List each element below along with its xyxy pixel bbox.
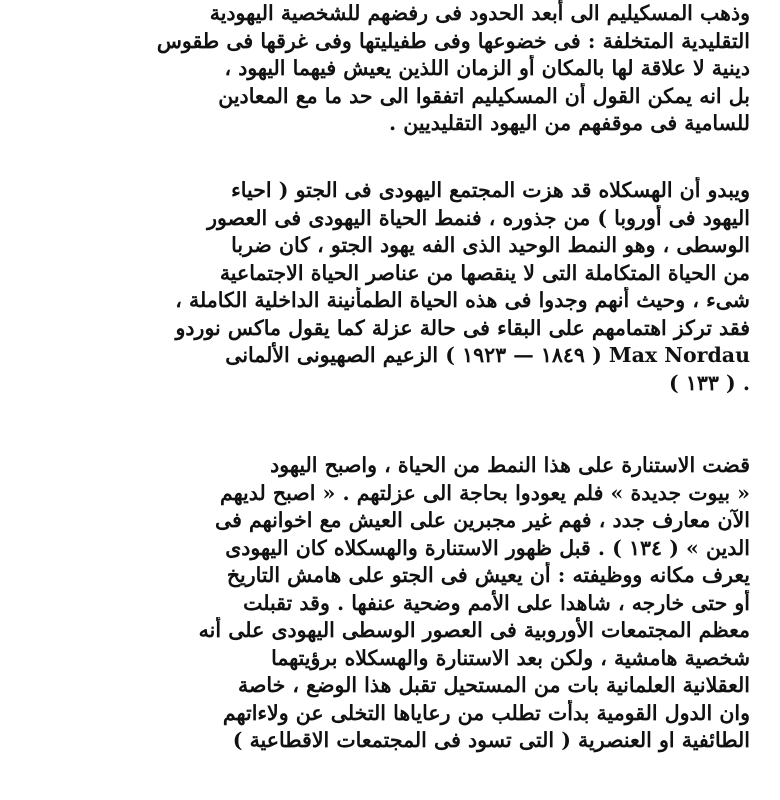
text-line: العقلانية العلمانية بات من المستحيل تقبل هذا الوضع ، خاصة bbox=[237, 673, 750, 697]
text-line: شىء ، وحيث أنهم وجدوا فى هذه الحياة الطمأنينة الداخلية الكاملة ، bbox=[175, 288, 750, 312]
text-line: دينية لا علاقة لها بالمكان أو الزمان اللذين يعيش فيهما اليهود ، bbox=[224, 56, 750, 80]
text-line: شخصية هامشية ، ولكن بعد الاستنارة والهسكلاه برؤيتهما bbox=[271, 645, 750, 670]
text-line: معظم المجتمعات الأوروبية فى العصور الوسطى اليهودى على أنه bbox=[198, 618, 750, 642]
text-line: اليهود فى أوروبا ) من جذوره ، فنمط الحياة اليهودى فى العصور bbox=[207, 205, 750, 230]
text-line: وذهب المسكيليم الى أبعد الحدود فى رفضهم للشخصية اليهودية bbox=[209, 1, 750, 25]
paragraph-maskilim bbox=[28, 0, 750, 138]
text-line: أو حتى خارجه ، شاهدا على الأمم وضحية عنفها . وقد تقبلت bbox=[243, 590, 750, 615]
text-line: ويبدو أن الهسكلاه قد هزت المجتمع اليهودى فى الجتو ( احياء bbox=[231, 178, 750, 202]
text-line: قضت الاستنارة على هذا النمط من الحياة ، واصبح اليهود bbox=[270, 453, 750, 477]
text-line: يعرف مكانه ووظيفته : أن يعيش فى الجتو على هامش التاريخ bbox=[226, 563, 750, 587]
text-line: بل انه يمكن القول أن المسكيليم اتفقوا الى حد ما مع المعادين bbox=[218, 83, 750, 108]
text-line: الوسطى ، وهو النمط الوحيد الذى الفه يهود الجتو ، كان ضربا bbox=[231, 233, 750, 257]
text-line: للسامية فى موقفهم من اليهود التقليديين . bbox=[388, 111, 750, 135]
text-line: وان الدول القومية بدأت تطلب من رعاياها التخلى عن ولاءاتهم bbox=[222, 700, 750, 725]
text-line-nordau: Max Nordau ( ١٨٤٩ — ١٩٢٣ ) الزعيم الصهيونى الألمانى bbox=[225, 343, 750, 367]
paragraph-enlightenment bbox=[28, 452, 750, 755]
text-line: « بيوت جديدة » فلم يعودوا بحاجة الى عزلتهم . « اصبح لديهم bbox=[219, 480, 750, 505]
text-line: الطائفية او العنصرية ( التى تسود فى المجتمعات الاقطاعية ) bbox=[232, 728, 750, 752]
text-line: الدين » ( ١٣٤ ) . قبل ظهور الاستنارة والهسكلاه كان اليهودى bbox=[225, 535, 750, 560]
paragraph-haskalah-ghetto bbox=[28, 177, 750, 397]
text-line: الآن معارف جدد ، فهم غير مجبرين على العيش مع اخوانهم فى bbox=[214, 508, 750, 532]
text-line: التقليدية المتخلفة : فى خضوعها وفى طفيليتها وفى غرقها فى طقوس bbox=[156, 28, 750, 53]
text-line: فقد تركز اهتمامهم على البقاء فى حالة عزلة كما يقول ماكس نوردو bbox=[175, 315, 750, 340]
text-line: من الحياة المتكاملة التى لا ينقصها من عناصر الحياة الاجتماعية bbox=[219, 260, 750, 285]
text-line: . ( ١٣٣ ) bbox=[668, 370, 750, 395]
